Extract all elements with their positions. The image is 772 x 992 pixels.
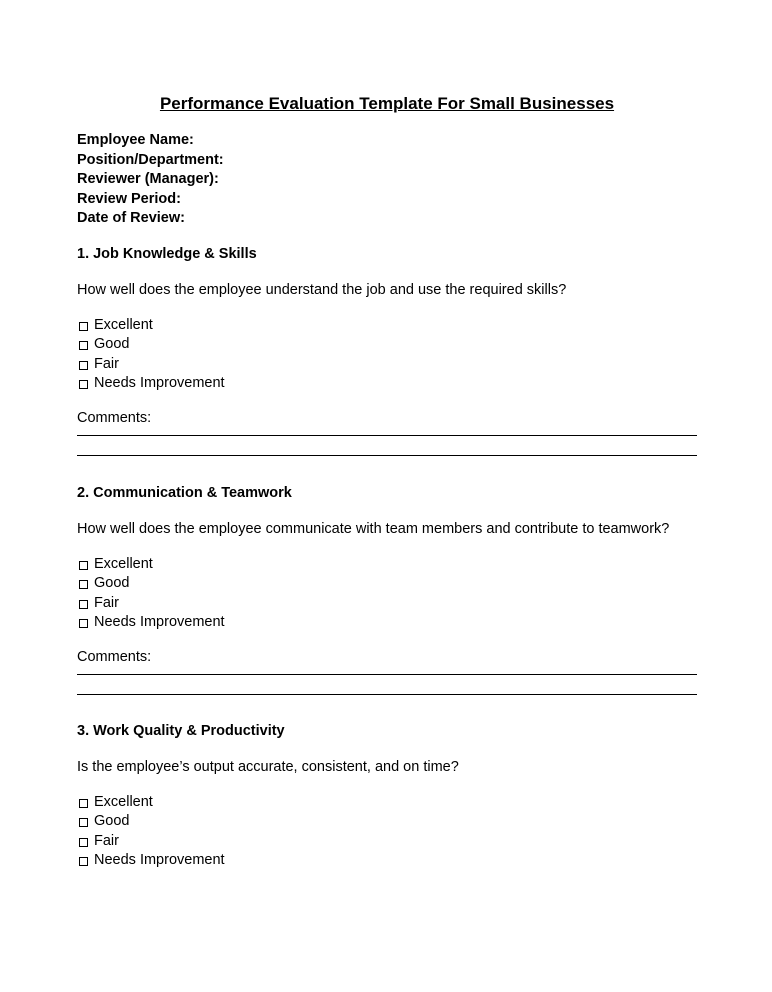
rating-option-excellent[interactable] [77, 793, 697, 812]
checkbox-icon[interactable] [79, 838, 88, 847]
checkbox-icon[interactable] [79, 561, 88, 570]
checkbox-icon[interactable] [79, 361, 88, 370]
section-work-quality [77, 722, 697, 870]
option-label: Good [94, 336, 130, 353]
comment-line[interactable] [77, 435, 697, 436]
checkbox-icon[interactable] [79, 580, 88, 589]
field-reviewer: Reviewer (Manager): [77, 171, 219, 187]
comment-line[interactable] [77, 674, 697, 675]
section-heading: 3. Work Quality & Productivity [77, 723, 285, 739]
option-label: Needs Improvement [94, 374, 225, 391]
rating-option-needs-improvement[interactable] [77, 613, 697, 632]
rating-option-excellent[interactable] [77, 316, 697, 335]
section-question: How well does the employee understand the job and use the required skills? [77, 282, 567, 298]
section-heading: 2. Communication & Teamwork [77, 485, 292, 501]
option-label: Fair [94, 832, 119, 849]
option-label: Excellent [94, 794, 153, 810]
checkbox-icon[interactable] [79, 380, 88, 389]
checkbox-icon[interactable] [79, 857, 88, 866]
rating-option-good[interactable] [77, 574, 697, 593]
section-job-knowledge [77, 245, 697, 456]
section-heading: 1. Job Knowledge & Skills [77, 246, 257, 262]
employee-info-fields [77, 131, 224, 229]
field-review-period: Review Period: [77, 190, 181, 207]
section-question: Is the employee’s output accurate, consistent, and on time? [77, 759, 459, 775]
rating-options [77, 555, 697, 632]
comment-line[interactable] [77, 455, 697, 456]
rating-option-good[interactable] [77, 335, 697, 354]
section-communication-teamwork [77, 484, 697, 695]
option-label: Good [94, 575, 130, 592]
checkbox-icon[interactable] [79, 341, 88, 350]
checkbox-icon[interactable] [79, 600, 88, 609]
checkbox-icon[interactable] [79, 619, 88, 628]
rating-option-fair[interactable] [77, 355, 697, 374]
document-title: Performance Evaluation Template For Small Businesses [159, 94, 615, 113]
checkbox-icon[interactable] [79, 799, 88, 808]
rating-option-needs-improvement[interactable] [77, 851, 697, 870]
rating-option-good[interactable] [77, 812, 697, 831]
rating-option-excellent[interactable] [77, 555, 697, 574]
rating-options [77, 316, 697, 393]
option-label: Excellent [94, 317, 153, 333]
rating-option-needs-improvement[interactable] [77, 374, 697, 393]
field-date-of-review: Date of Review: [77, 210, 185, 226]
comments-label: Comments: [77, 649, 152, 666]
option-label: Fair [94, 355, 119, 372]
comment-line[interactable] [77, 694, 697, 695]
rating-option-fair[interactable] [77, 832, 697, 851]
option-label: Good [94, 813, 130, 830]
rating-options [77, 793, 697, 870]
checkbox-icon[interactable] [79, 818, 88, 827]
rating-option-fair[interactable] [77, 594, 697, 613]
option-label: Needs Improvement [94, 613, 225, 630]
option-label: Excellent [94, 556, 153, 572]
checkbox-icon[interactable] [79, 322, 88, 331]
comments-label: Comments: [77, 410, 152, 427]
option-label: Fair [94, 594, 119, 611]
section-question: How well does the employee communicate with team members and contribute to teamwork? [77, 521, 670, 537]
option-label: Needs Improvement [94, 851, 225, 868]
field-position-department: Position/Department: [77, 151, 224, 168]
field-employee-name: Employee Name: [77, 132, 194, 148]
